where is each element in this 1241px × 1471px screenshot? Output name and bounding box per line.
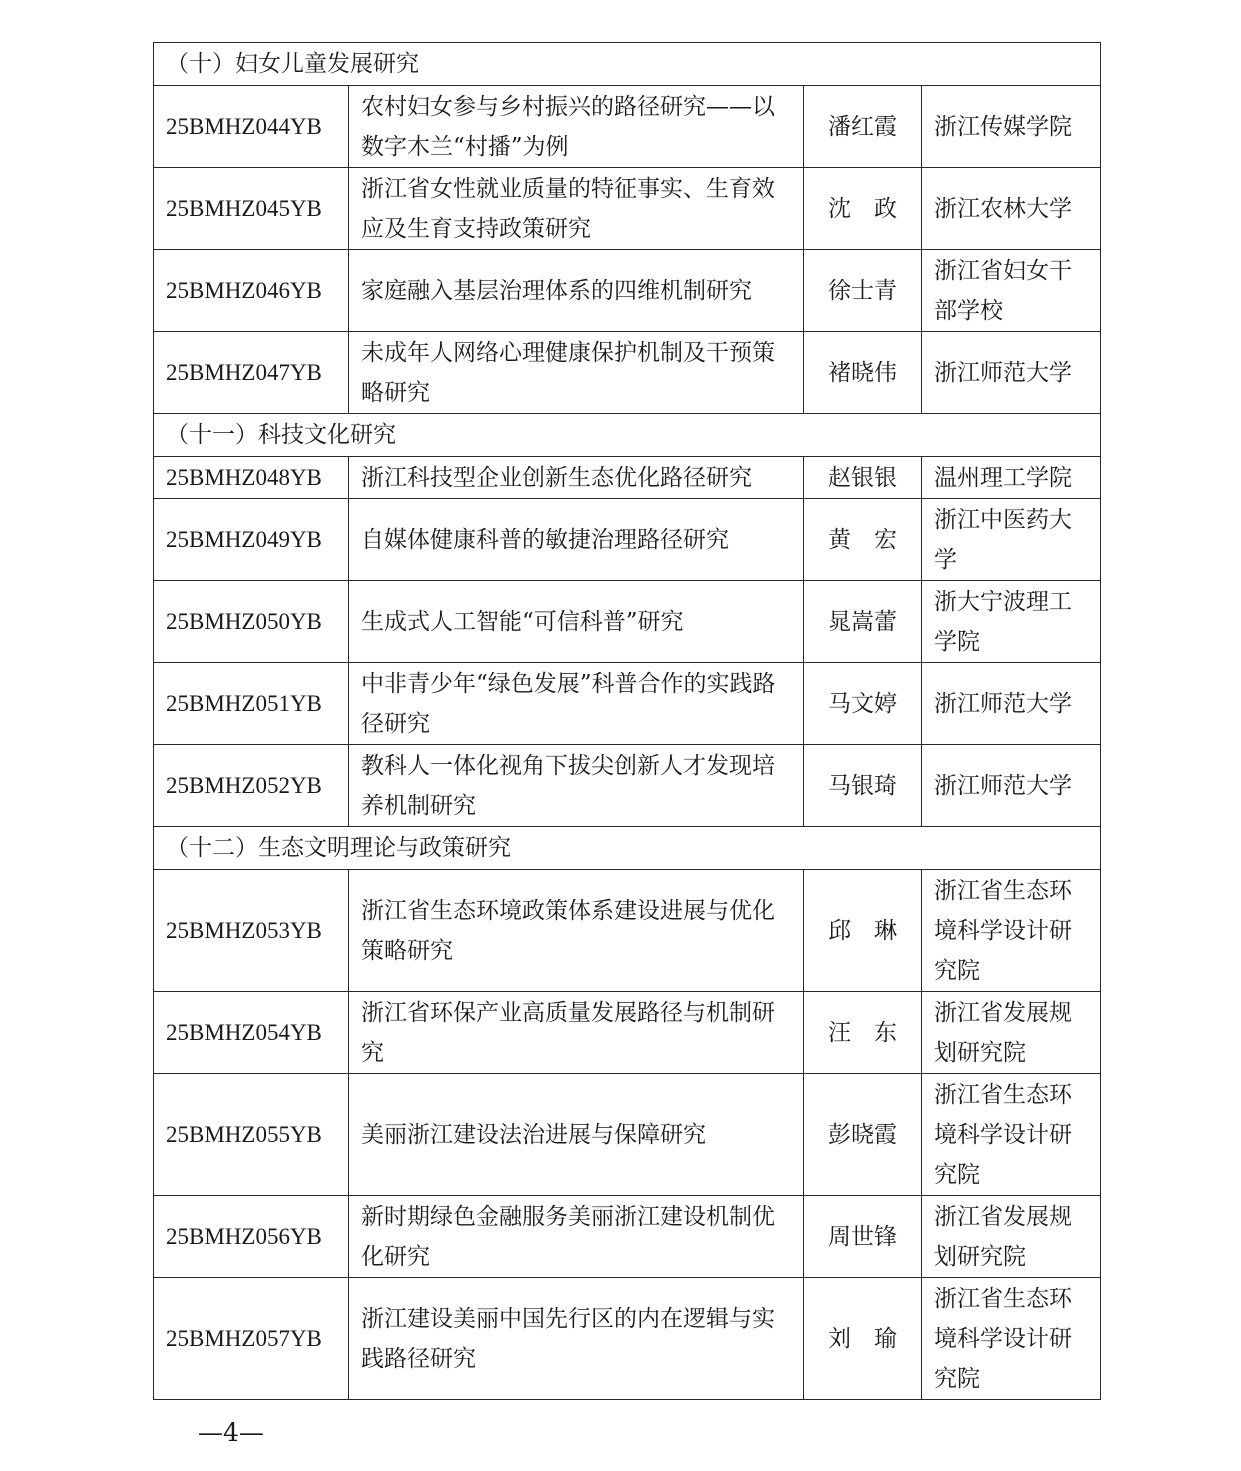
project-organization: 浙江传媒学院	[922, 86, 1101, 168]
project-code: 25BMHZ056YB	[154, 1196, 349, 1278]
project-leader: 沈 政	[804, 168, 922, 250]
project-organization: 浙江省生态环境科学设计研究院	[922, 1074, 1101, 1196]
project-leader: 汪 东	[804, 992, 922, 1074]
project-title: 生成式人工智能“可信科普”研究	[349, 581, 804, 663]
project-code: 25BMHZ050YB	[154, 581, 349, 663]
project-leader: 褚晓伟	[804, 332, 922, 414]
project-code: 25BMHZ051YB	[154, 663, 349, 745]
table-row	[154, 168, 1101, 250]
project-organization: 浙江师范大学	[922, 332, 1101, 414]
section-title: （十）妇女儿童发展研究	[154, 43, 1101, 86]
project-leader: 晁嵩蕾	[804, 581, 922, 663]
project-organization: 温州理工学院	[922, 457, 1101, 499]
project-organization: 浙江省生态环境科学设计研究院	[922, 1278, 1101, 1400]
project-organization: 浙江省发展规划研究院	[922, 992, 1101, 1074]
project-leader: 刘 瑜	[804, 1278, 922, 1400]
table-row	[154, 332, 1101, 414]
section-header-row	[154, 43, 1101, 86]
project-code: 25BMHZ045YB	[154, 168, 349, 250]
project-leader: 潘红霞	[804, 86, 922, 168]
project-code: 25BMHZ057YB	[154, 1278, 349, 1400]
table-row	[154, 745, 1101, 827]
project-leader: 徐士青	[804, 250, 922, 332]
table-row	[154, 86, 1101, 168]
table-row	[154, 992, 1101, 1074]
project-organization: 浙江农林大学	[922, 168, 1101, 250]
project-title: 浙江省女性就业质量的特征事实、生育效应及生育支持政策研究	[349, 168, 804, 250]
project-title: 美丽浙江建设法治进展与保障研究	[349, 1074, 804, 1196]
project-title: 浙江建设美丽中国先行区的内在逻辑与实践路径研究	[349, 1278, 804, 1400]
project-organization: 浙江省生态环境科学设计研究院	[922, 870, 1101, 992]
project-leader: 马文婷	[804, 663, 922, 745]
project-leader: 周世锋	[804, 1196, 922, 1278]
project-title: 浙江省环保产业高质量发展路径与机制研究	[349, 992, 804, 1074]
page-number: —4—	[198, 1418, 264, 1447]
project-code: 25BMHZ048YB	[154, 457, 349, 499]
project-leader: 赵银银	[804, 457, 922, 499]
project-title: 新时期绿色金融服务美丽浙江建设机制优化研究	[349, 1196, 804, 1278]
table-row	[154, 1196, 1101, 1278]
section-header-row	[154, 414, 1101, 457]
table-row	[154, 457, 1101, 499]
table-row	[154, 1278, 1101, 1400]
project-leader: 马银琦	[804, 745, 922, 827]
project-organization: 浙江师范大学	[922, 745, 1101, 827]
project-code: 25BMHZ049YB	[154, 499, 349, 581]
project-code: 25BMHZ052YB	[154, 745, 349, 827]
project-leader: 邱 琳	[804, 870, 922, 992]
project-organization: 浙江中医药大学	[922, 499, 1101, 581]
table-row	[154, 1074, 1101, 1196]
project-organization: 浙江省妇女干部学校	[922, 250, 1101, 332]
project-code: 25BMHZ047YB	[154, 332, 349, 414]
project-leader: 黄 宏	[804, 499, 922, 581]
table-row	[154, 581, 1101, 663]
project-code: 25BMHZ054YB	[154, 992, 349, 1074]
project-list-table	[153, 42, 1101, 1400]
project-code: 25BMHZ053YB	[154, 870, 349, 992]
project-title: 浙江省生态环境政策体系建设进展与优化策略研究	[349, 870, 804, 992]
table-row	[154, 870, 1101, 992]
table-row	[154, 499, 1101, 581]
project-title: 自媒体健康科普的敏捷治理路径研究	[349, 499, 804, 581]
table-row	[154, 250, 1101, 332]
section-title: （十二）生态文明理论与政策研究	[154, 827, 1101, 870]
project-title: 浙江科技型企业创新生态优化路径研究	[349, 457, 804, 499]
project-title: 中非青少年“绿色发展”科普合作的实践路径研究	[349, 663, 804, 745]
project-title: 家庭融入基层治理体系的四维机制研究	[349, 250, 804, 332]
section-header-row	[154, 827, 1101, 870]
project-organization: 浙江省发展规划研究院	[922, 1196, 1101, 1278]
project-organization: 浙江师范大学	[922, 663, 1101, 745]
project-organization: 浙大宁波理工学院	[922, 581, 1101, 663]
section-title: （十一）科技文化研究	[154, 414, 1101, 457]
table-row	[154, 663, 1101, 745]
project-title: 未成年人网络心理健康保护机制及干预策略研究	[349, 332, 804, 414]
project-title: 农村妇女参与乡村振兴的路径研究——以数字木兰“村播”为例	[349, 86, 804, 168]
project-title: 教科人一体化视角下拔尖创新人才发现培养机制研究	[349, 745, 804, 827]
project-leader: 彭晓霞	[804, 1074, 922, 1196]
project-code: 25BMHZ044YB	[154, 86, 349, 168]
project-code: 25BMHZ055YB	[154, 1074, 349, 1196]
project-code: 25BMHZ046YB	[154, 250, 349, 332]
